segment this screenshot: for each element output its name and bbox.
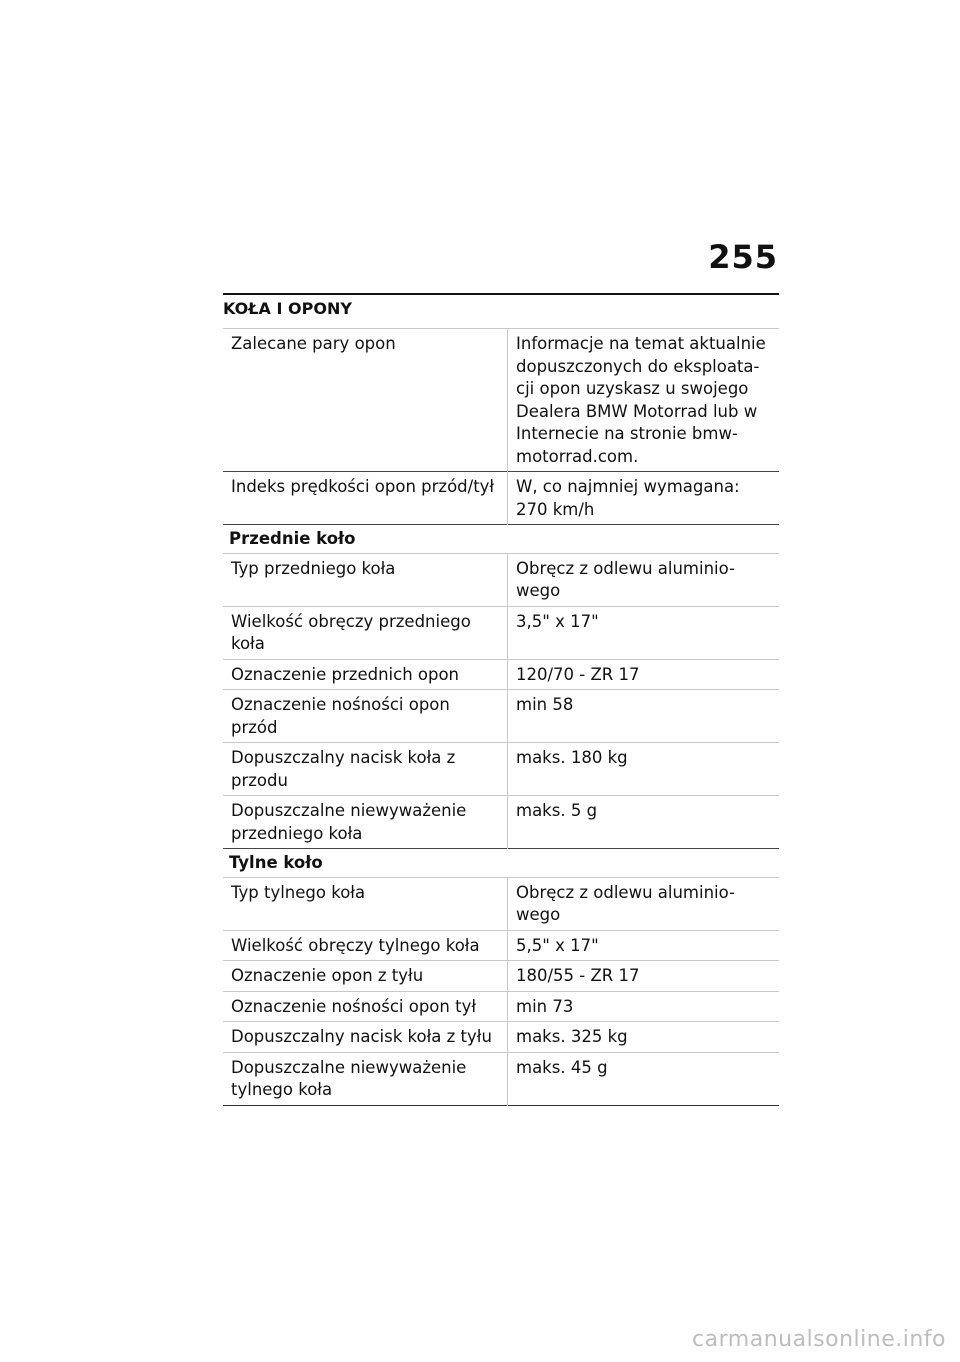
section-title: KOŁA I OPONY [223,293,779,318]
spec-value: 180/55 - ZR 17 [508,961,780,992]
spec-label: Typ przedniego koła [223,553,508,606]
spec-label: Wielkość obręczy tylnego koła [223,930,508,961]
spec-label: Indeks prędkości opon przód/tył [223,472,508,525]
table-row [223,553,779,606]
spec-value: Informacje na temat aktualnie dopuszczonych do eksploata-cji opon uzyskasz u swojego Dealera BMW Motorrad lub w Internecie na stronie bmw-motorrad.com. [508,329,780,472]
spec-value: maks. 180 kg [508,743,780,796]
spec-value: maks. 5 g [508,796,780,849]
spec-value: 5,5" x 17" [508,930,780,961]
spec-label: Dopuszczalne niewyważenie tylnego koła [223,1052,508,1105]
group-heading-rear [223,849,779,878]
table-row [223,690,779,743]
specifications-table [223,328,779,1106]
table-row [223,606,779,659]
spec-label: Dopuszczalny nacisk koła z tyłu [223,1022,508,1053]
spec-label: Oznaczenie przednich opon [223,659,508,690]
spec-label: Typ tylnego koła [223,877,508,930]
table-row [223,930,779,961]
table-row [223,472,779,525]
spec-label: Zalecane pary opon [223,329,508,472]
group-heading-label: Tylne koło [223,849,779,878]
spec-value: 120/70 - ZR 17 [508,659,780,690]
spec-value: maks. 45 g [508,1052,780,1105]
table-row [223,961,779,992]
page-number: 255 [708,238,778,276]
spec-label: Oznaczenie nośności opon przód [223,690,508,743]
spec-value: Obręcz z odlewu aluminio-wego [508,877,780,930]
spec-value: 3,5" x 17" [508,606,780,659]
spec-label: Dopuszczalne niewyważenie przedniego koła [223,796,508,849]
table-row [223,659,779,690]
spec-label: Dopuszczalny nacisk koła z przodu [223,743,508,796]
spec-value: min 73 [508,991,780,1022]
spec-label: Oznaczenie nośności opon tył [223,991,508,1022]
spec-label: Wielkość obręczy przedniego koła [223,606,508,659]
spec-label: Oznaczenie opon z tyłu [223,961,508,992]
table-row [223,329,779,472]
table-row [223,877,779,930]
spec-value: maks. 325 kg [508,1022,780,1053]
group-heading-front [223,525,779,554]
table-row [223,796,779,849]
table-row [223,1022,779,1053]
table-row [223,743,779,796]
spec-value: W, co najmniej wymagana: 270 km/h [508,472,780,525]
spec-value: Obręcz z odlewu aluminio-wego [508,553,780,606]
spec-value: min 58 [508,690,780,743]
group-heading-label: Przednie koło [223,525,779,554]
table-row [223,1052,779,1105]
table-row [223,991,779,1022]
watermark-link[interactable]: carmanualsonline.info [692,1327,946,1352]
